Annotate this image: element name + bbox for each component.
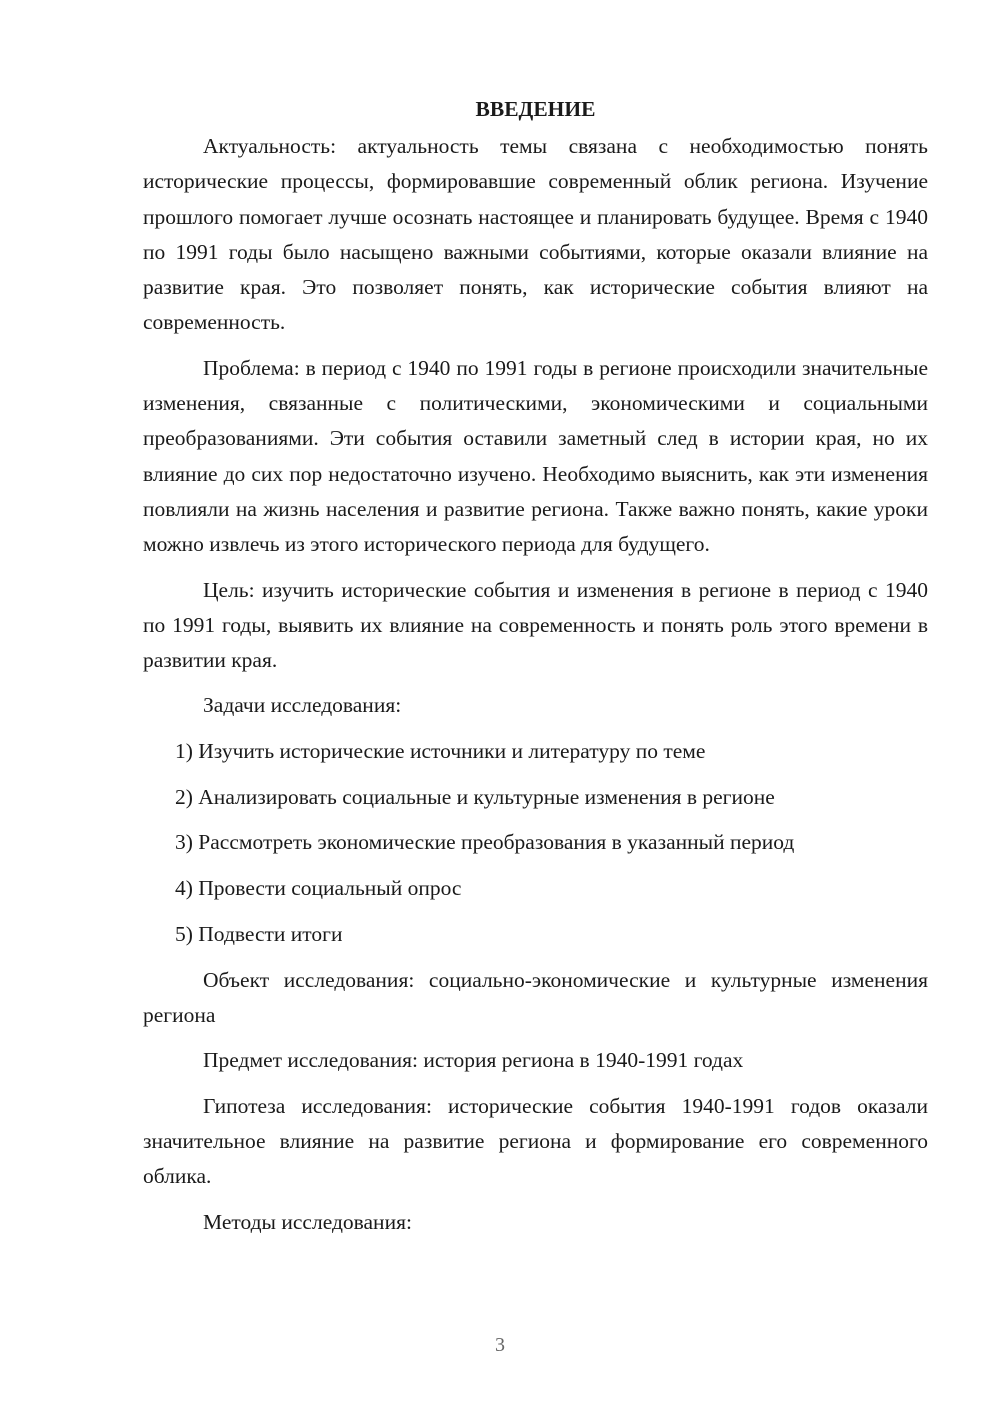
hypothesis-paragraph: Гипотеза исследования: исторические события 1940-1991 годов оказали значительное влияние на развитие региона и формирование его современного облика. <box>143 1093 928 1189</box>
problem-paragraph: Проблема: в период с 1940 по 1991 годы в регионе происходили значительные изменения, связанные с политическими, экономическими и социальными преобразованиями. Эти события оставили заметный след в истории края, но их влияние до сих пор недостаточно изучено. Необходимо выяснить, как эти изменения повлияли на жизнь населения и развитие региона. Также важно понять, какие уроки можно извлечь из этого исторического периода для будущего. <box>143 355 928 557</box>
goal-paragraph: Цель: изучить исторические события и изменения в регионе в период с 1940 по 1991 годы, выявить их влияние на современность и понять роль этого времени в развитии края. <box>143 577 928 673</box>
task-item: 1) Изучить исторические источники и литературу по теме <box>175 738 706 763</box>
tasks-list <box>143 734 928 952</box>
task-item: 4) Провести социальный опрос <box>175 876 462 901</box>
task-item: 5) Подвести итоги <box>175 921 343 946</box>
section-title: ВВЕДЕНИЕ <box>475 97 596 121</box>
object-paragraph: Объект исследования: социально-экономические и культурные изменения региона <box>143 967 928 1028</box>
task-item: 2) Анализировать социальные и культурные изменения в регионе <box>175 784 775 809</box>
methods-heading: Методы исследования: <box>203 1209 412 1234</box>
relevance-paragraph: Актуальность: актуальность темы связана с необходимостью понять исторические процессы, формировавшие современный облик региона. Изучение прошлого помогает лучше осознать настоящее и планировать будущее. Время с 1940 по 1991 годы было насыщено важными событиями, которые оказали влияние на развитие края. Это позволяет понять, как исторические события влияют на современность. <box>143 134 928 335</box>
subject-paragraph: Предмет исследования: история региона в 1940-1991 годах <box>203 1048 744 1073</box>
page-number: 3 <box>495 1334 505 1356</box>
task-item: 3) Рассмотреть экономические преобразования в указанный период <box>175 830 795 855</box>
document-page <box>143 92 928 1250</box>
tasks-heading: Задачи исследования: <box>203 693 402 718</box>
